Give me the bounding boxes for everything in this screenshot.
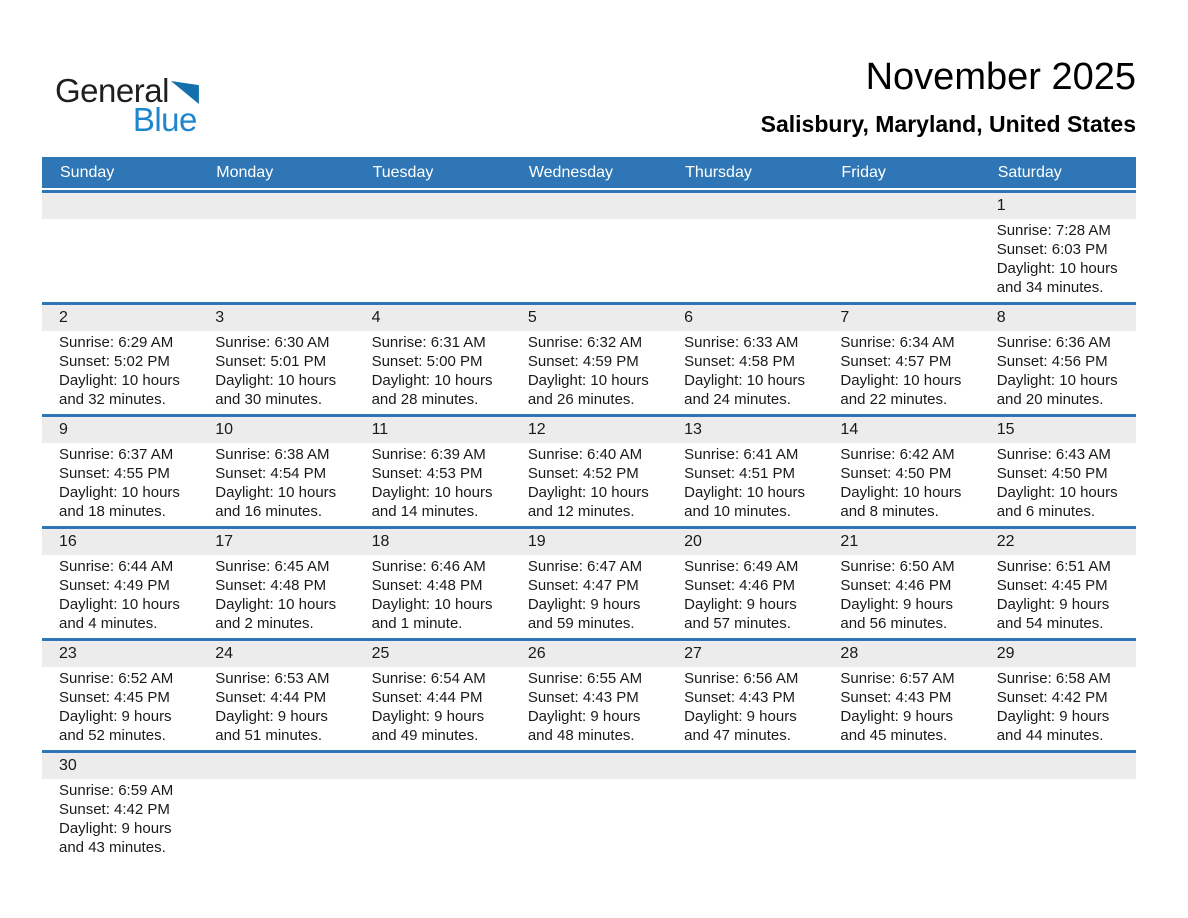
day-number: 23	[59, 645, 77, 662]
daylight-line-2: and 16 minutes.	[215, 503, 323, 520]
daylight-line: Daylight: 9 hours	[840, 596, 953, 613]
day-detail-band	[42, 219, 1136, 302]
sunset-line: Sunset: 4:45 PM	[59, 689, 170, 706]
daylight-line: Daylight: 9 hours	[59, 820, 172, 837]
daylight-line-2: and 32 minutes.	[59, 391, 166, 408]
daylight-line-2: and 6 minutes.	[996, 503, 1096, 520]
sunrise-line: Sunrise: 6:40 AM	[527, 446, 643, 463]
day-cell	[823, 331, 979, 414]
general-blue-logo	[55, 74, 199, 136]
daylight-line: Daylight: 10 hours	[996, 372, 1118, 389]
day-cell	[355, 667, 511, 750]
day-number: 24	[215, 645, 234, 662]
day-number: 4	[371, 309, 381, 326]
calendar-weeks	[42, 190, 1136, 862]
day-number	[511, 193, 667, 219]
page-subtitle: Salisbury, Maryland, United States	[760, 111, 1136, 137]
day-number	[42, 193, 198, 219]
daylight-line: Daylight: 9 hours	[996, 708, 1110, 725]
day-cell	[511, 331, 667, 414]
day-cell	[42, 779, 198, 862]
sunrise-line: Sunrise: 6:31 AM	[371, 334, 486, 351]
sunset-line: Sunset: 4:49 PM	[59, 577, 170, 594]
day-number: 16	[59, 533, 77, 550]
sunrise-line: Sunrise: 6:44 AM	[59, 558, 174, 575]
day-header-sunday: Sunday	[60, 164, 115, 181]
day-header-wednesday: Wednesday	[528, 164, 614, 181]
sunrise-line: Sunrise: 6:46 AM	[371, 558, 486, 575]
sunrise-line: Sunrise: 6:51 AM	[996, 558, 1111, 575]
daylight-line-2: and 52 minutes.	[59, 727, 166, 744]
day-cell	[980, 555, 1136, 638]
day-number: 29	[996, 645, 1015, 662]
day-number: 9	[59, 421, 68, 438]
sunrise-line: Sunrise: 6:53 AM	[215, 670, 330, 687]
day-number: 27	[684, 645, 702, 662]
daylight-line: Daylight: 10 hours	[371, 484, 493, 501]
sunset-line: Sunset: 4:50 PM	[996, 465, 1108, 482]
daylight-line: Daylight: 10 hours	[996, 484, 1118, 501]
calendar	[42, 157, 1136, 862]
daylight-line-2: and 59 minutes.	[527, 615, 635, 632]
daylight-line: Daylight: 10 hours	[527, 372, 649, 389]
daylight-line: Daylight: 9 hours	[684, 708, 797, 725]
sunrise-line: Sunrise: 6:57 AM	[840, 670, 955, 687]
daylight-line-2: and 48 minutes.	[527, 727, 635, 744]
day-cell	[823, 667, 979, 750]
empty-day-cell	[667, 779, 823, 862]
daylight-line-2: and 2 minutes.	[215, 615, 314, 632]
daylight-line: Daylight: 9 hours	[527, 596, 641, 613]
day-detail-band	[42, 331, 1136, 414]
sunset-line: Sunset: 4:55 PM	[59, 465, 170, 482]
day-number	[355, 753, 511, 779]
daylight-line: Daylight: 10 hours	[684, 372, 806, 389]
sunrise-line: Sunrise: 6:34 AM	[840, 334, 955, 351]
day-detail-band	[42, 779, 1136, 862]
day-number	[667, 753, 823, 779]
sunrise-line: Sunrise: 6:45 AM	[215, 558, 330, 575]
daylight-line-2: and 44 minutes.	[996, 727, 1104, 744]
day-cell	[667, 555, 823, 638]
sunrise-line: Sunrise: 6:56 AM	[684, 670, 799, 687]
day-cell	[355, 443, 511, 526]
empty-day-cell	[980, 779, 1136, 862]
day-number	[667, 193, 823, 219]
day-number: 8	[996, 309, 1006, 326]
sunrise-line: Sunrise: 6:30 AM	[215, 334, 330, 351]
day-cell	[980, 331, 1136, 414]
sunset-line: Sunset: 4:47 PM	[527, 577, 639, 594]
daylight-line-2: and 51 minutes.	[215, 727, 323, 744]
sunrise-line: Sunrise: 6:54 AM	[371, 670, 486, 687]
week-row-2	[42, 302, 1136, 414]
logo-general-label: General	[55, 72, 169, 109]
sunset-line: Sunset: 4:43 PM	[527, 689, 639, 706]
daylight-line: Daylight: 9 hours	[996, 596, 1110, 613]
sunrise-line: Sunrise: 6:32 AM	[527, 334, 643, 351]
daylight-line-2: and 49 minutes.	[371, 727, 479, 744]
sunrise-line: Sunrise: 6:43 AM	[996, 446, 1111, 463]
sunset-line: Sunset: 4:51 PM	[684, 465, 796, 482]
day-cell	[667, 667, 823, 750]
day-cell	[667, 331, 823, 414]
day-number	[355, 193, 511, 219]
day-cell	[355, 555, 511, 638]
day-cell	[823, 555, 979, 638]
sunrise-line: Sunrise: 6:36 AM	[996, 334, 1111, 351]
week-row-1	[42, 190, 1136, 302]
daylight-line: Daylight: 10 hours	[684, 484, 806, 501]
daylight-line: Daylight: 9 hours	[527, 708, 641, 725]
sunset-line: Sunset: 5:01 PM	[215, 353, 327, 370]
day-number: 20	[684, 533, 702, 550]
day-number-band	[42, 753, 1136, 779]
logo-text-blue: Blue	[132, 101, 197, 138]
day-cell	[980, 443, 1136, 526]
sunset-line: Sunset: 4:54 PM	[215, 465, 327, 482]
sunset-line: Sunset: 4:56 PM	[996, 353, 1108, 370]
day-number: 19	[527, 533, 546, 550]
empty-day-cell	[355, 779, 511, 862]
day-detail-band	[42, 555, 1136, 638]
day-number: 15	[996, 421, 1015, 438]
empty-day-cell	[823, 779, 979, 862]
daylight-line-2: and 8 minutes.	[840, 503, 939, 520]
daylight-line: Daylight: 10 hours	[371, 372, 493, 389]
daylight-line: Daylight: 10 hours	[59, 372, 180, 389]
day-number-band	[42, 417, 1136, 443]
day-number: 6	[684, 309, 694, 326]
sunrise-line: Sunrise: 6:38 AM	[215, 446, 330, 463]
sunset-line: Sunset: 4:58 PM	[684, 353, 796, 370]
sunset-line: Sunset: 4:46 PM	[840, 577, 952, 594]
sunset-line: Sunset: 4:50 PM	[840, 465, 952, 482]
day-of-week-header-row	[42, 157, 1136, 188]
day-number: 2	[59, 309, 68, 326]
sunrise-line: Sunrise: 6:49 AM	[684, 558, 799, 575]
day-number: 26	[527, 645, 546, 662]
day-number: 18	[371, 533, 390, 550]
daylight-line: Daylight: 10 hours	[215, 484, 337, 501]
sunset-line: Sunset: 4:45 PM	[996, 577, 1108, 594]
sunrise-line: Sunrise: 6:52 AM	[59, 670, 174, 687]
day-cell	[42, 443, 198, 526]
sunset-line: Sunset: 4:48 PM	[371, 577, 483, 594]
daylight-line: Daylight: 10 hours	[215, 372, 337, 389]
daylight-line-2: and 34 minutes.	[996, 279, 1104, 296]
daylight-line: Daylight: 9 hours	[371, 708, 485, 725]
week-row-5	[42, 638, 1136, 750]
day-header-monday: Monday	[216, 164, 274, 181]
daylight-line-2: and 45 minutes.	[840, 727, 948, 744]
day-number: 11	[371, 421, 389, 438]
empty-day-cell	[511, 779, 667, 862]
sunrise-line: Sunrise: 6:50 AM	[840, 558, 955, 575]
daylight-line: Daylight: 9 hours	[59, 708, 172, 725]
sunset-line: Sunset: 4:44 PM	[371, 689, 483, 706]
sunrise-line: Sunrise: 6:33 AM	[684, 334, 799, 351]
daylight-line-2: and 24 minutes.	[684, 391, 791, 408]
day-number: 28	[840, 645, 859, 662]
sunset-line: Sunset: 4:59 PM	[527, 353, 639, 370]
week-row-4	[42, 526, 1136, 638]
page-header	[0, 0, 1188, 157]
sunset-line: Sunset: 5:02 PM	[59, 353, 170, 370]
sunrise-line: Sunrise: 6:29 AM	[59, 334, 174, 351]
daylight-line-2: and 12 minutes.	[527, 503, 635, 520]
day-number: 13	[684, 421, 702, 438]
day-number: 30	[59, 757, 77, 774]
daylight-line-2: and 28 minutes.	[371, 391, 479, 408]
day-header-friday: Friday	[841, 164, 886, 181]
daylight-line-2: and 57 minutes.	[684, 615, 791, 632]
sunrise-line: Sunrise: 6:37 AM	[59, 446, 174, 463]
day-number: 22	[996, 533, 1015, 550]
empty-day-cell	[198, 779, 354, 862]
empty-day-cell	[355, 219, 511, 302]
day-cell	[198, 555, 354, 638]
sunset-line: Sunset: 4:53 PM	[371, 465, 483, 482]
day-cell	[42, 667, 198, 750]
empty-day-cell	[42, 219, 198, 302]
day-number: 12	[527, 421, 546, 438]
empty-day-cell	[823, 219, 979, 302]
sunset-line: Sunset: 4:44 PM	[215, 689, 327, 706]
daylight-line-2: and 54 minutes.	[996, 615, 1104, 632]
sunset-line: Sunset: 4:52 PM	[527, 465, 639, 482]
sunset-line: Sunset: 4:43 PM	[684, 689, 796, 706]
empty-day-cell	[198, 219, 354, 302]
day-cell	[823, 443, 979, 526]
day-number	[980, 753, 1136, 779]
day-number: 21	[840, 533, 859, 550]
sunset-line: Sunset: 5:00 PM	[371, 353, 483, 370]
day-cell	[511, 667, 667, 750]
sunrise-line: Sunrise: 6:59 AM	[59, 782, 174, 799]
day-detail-band	[42, 443, 1136, 526]
day-number: 25	[371, 645, 390, 662]
page-title: November 2025	[865, 56, 1136, 98]
day-number-band	[42, 641, 1136, 667]
sunrise-line: Sunrise: 7:28 AM	[996, 222, 1111, 239]
sunrise-line: Sunrise: 6:42 AM	[840, 446, 955, 463]
day-number	[198, 193, 354, 219]
week-row-3	[42, 414, 1136, 526]
daylight-line: Daylight: 9 hours	[684, 596, 797, 613]
day-number-band	[42, 529, 1136, 555]
daylight-line-2: and 43 minutes.	[59, 839, 166, 856]
daylight-line-2: and 14 minutes.	[371, 503, 479, 520]
day-header-tuesday: Tuesday	[372, 164, 434, 181]
day-cell	[667, 443, 823, 526]
daylight-line-2: and 18 minutes.	[59, 503, 166, 520]
daylight-line: Daylight: 10 hours	[215, 596, 337, 613]
day-detail-band	[42, 667, 1136, 750]
week-row-6	[42, 750, 1136, 862]
day-number: 10	[215, 421, 234, 438]
daylight-line: Daylight: 10 hours	[840, 372, 962, 389]
day-number	[511, 753, 667, 779]
day-number-band	[42, 305, 1136, 331]
day-number: 7	[840, 309, 850, 326]
day-cell	[42, 331, 198, 414]
daylight-line: Daylight: 10 hours	[996, 260, 1118, 277]
sunrise-line: Sunrise: 6:58 AM	[996, 670, 1111, 687]
daylight-line-2: and 20 minutes.	[996, 391, 1104, 408]
day-cell	[198, 443, 354, 526]
day-number: 5	[527, 309, 537, 326]
daylight-line: Daylight: 10 hours	[59, 596, 180, 613]
day-number: 14	[840, 421, 859, 438]
day-number: 1	[996, 197, 1006, 214]
sunset-line: Sunset: 4:48 PM	[215, 577, 327, 594]
daylight-line: Daylight: 9 hours	[215, 708, 328, 725]
day-cell	[42, 555, 198, 638]
day-number	[823, 753, 979, 779]
sunrise-line: Sunrise: 6:39 AM	[371, 446, 486, 463]
day-number: 17	[215, 533, 234, 550]
daylight-line-2: and 1 minute.	[371, 615, 463, 632]
daylight-line: Daylight: 10 hours	[527, 484, 649, 501]
sunrise-line: Sunrise: 6:41 AM	[684, 446, 799, 463]
sunrise-line: Sunrise: 6:47 AM	[527, 558, 643, 575]
daylight-line-2: and 56 minutes.	[840, 615, 948, 632]
sunset-line: Sunset: 4:42 PM	[996, 689, 1108, 706]
day-cell	[511, 555, 667, 638]
day-header-thursday: Thursday	[685, 164, 752, 181]
day-number	[823, 193, 979, 219]
day-cell	[355, 331, 511, 414]
sunset-line: Sunset: 4:46 PM	[684, 577, 796, 594]
daylight-line-2: and 4 minutes.	[59, 615, 158, 632]
empty-day-cell	[667, 219, 823, 302]
day-cell	[198, 667, 354, 750]
sunset-line: Sunset: 4:43 PM	[840, 689, 952, 706]
daylight-line-2: and 47 minutes.	[684, 727, 791, 744]
sunset-line: Sunset: 4:42 PM	[59, 801, 170, 818]
day-cell	[980, 667, 1136, 750]
daylight-line-2: and 22 minutes.	[840, 391, 948, 408]
daylight-line-2: and 30 minutes.	[215, 391, 323, 408]
sunset-line: Sunset: 4:57 PM	[840, 353, 952, 370]
title-block	[761, 56, 1136, 138]
sunset-line: Sunset: 6:03 PM	[996, 241, 1108, 258]
sunrise-line: Sunrise: 6:55 AM	[527, 670, 643, 687]
day-cell	[198, 331, 354, 414]
daylight-line: Daylight: 9 hours	[840, 708, 953, 725]
daylight-line-2: and 10 minutes.	[684, 503, 791, 520]
day-number: 3	[215, 309, 225, 326]
daylight-line: Daylight: 10 hours	[59, 484, 180, 501]
daylight-line: Daylight: 10 hours	[371, 596, 493, 613]
day-cell	[511, 443, 667, 526]
day-number-band	[42, 193, 1136, 219]
daylight-line-2: and 26 minutes.	[527, 391, 635, 408]
day-header-saturday: Saturday	[997, 164, 1062, 181]
day-number	[198, 753, 354, 779]
empty-day-cell	[511, 219, 667, 302]
day-cell	[980, 219, 1136, 302]
daylight-line: Daylight: 10 hours	[840, 484, 962, 501]
